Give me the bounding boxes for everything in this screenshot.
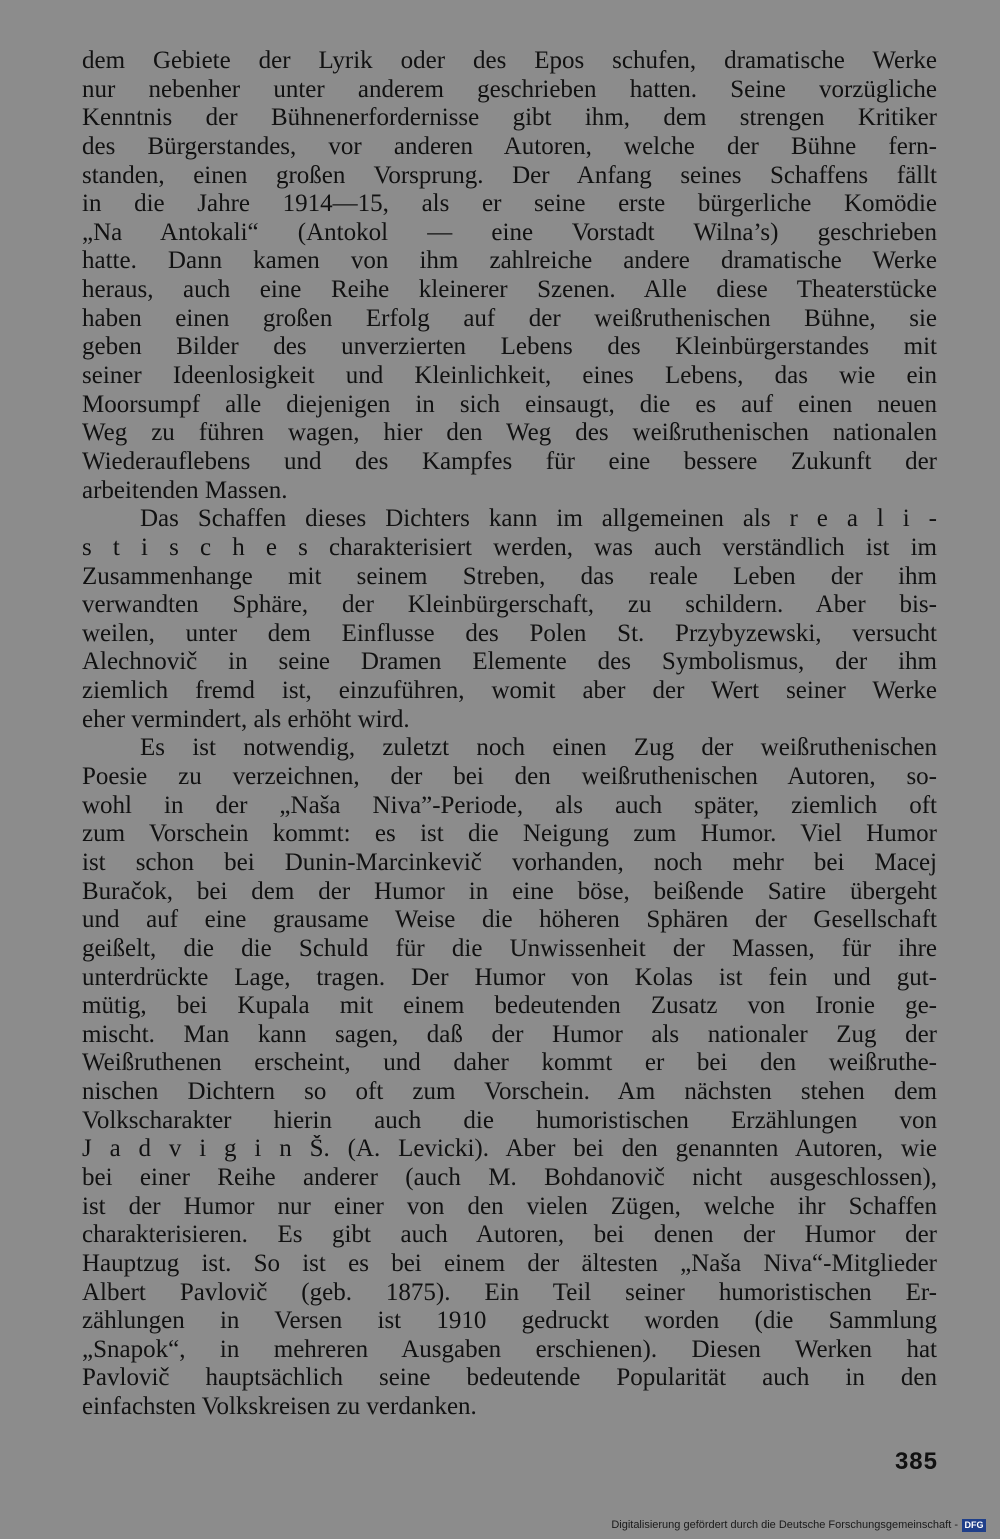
text-line: seiner Ideenlosigkeit und Kleinlichkeit, eines Lebens, das wie ein	[82, 362, 937, 390]
text-line: eher vermindert, als erhöht wird.	[82, 705, 410, 733]
text-line: mütig, bei Kupala mit einem bedeutenden Zusatz von Ironie ge-	[82, 992, 937, 1020]
page-number: 385	[894, 1448, 938, 1475]
book-page-text	[82, 47, 937, 1422]
dfg-logo-icon: DFG	[962, 1519, 986, 1532]
text-line: Poesie zu verzeichnen, der bei den weißruthenischen Autoren, so-	[82, 763, 937, 791]
text-line: zählungen in Versen ist 1910 gedruckt worden (die Sammlung	[82, 1307, 937, 1335]
text-line: Zusammenhange mit seinem Streben, das reale Leben der ihm	[82, 562, 937, 590]
text-line: ist der Humor nur einer von den vielen Zügen, welche ihr Schaffen	[82, 1192, 937, 1220]
text-line: Pavlovič hauptsächlich seine bedeutende Popularität auch in den	[82, 1364, 937, 1392]
text-line: „Snapok“, in mehreren Ausgaben erschienen). Diesen Werken hat	[82, 1335, 937, 1363]
text-line: charakterisieren. Es gibt auch Autoren, bei denen der Humor der	[82, 1221, 937, 1249]
text-line: geißelt, die die Schuld für die Unwissenheit der Massen, für ihre	[82, 934, 937, 962]
text-line: hatte. Dann kamen von ihm zahlreiche andere dramatische Werke	[82, 247, 937, 275]
text-line: s t i s c h e s charakterisiert werden, was auch verständlich ist im	[82, 533, 937, 561]
text-line: wohl in der „Naša Niva”-Periode, als auch später, ziemlich oft	[82, 791, 937, 819]
text-line: nur nebenher unter anderem geschrieben hatten. Seine vorzügliche	[82, 75, 937, 103]
text-line: und auf eine grausame Weise die höheren Sphären der Gesellschaft	[82, 906, 937, 934]
text-line: heraus, auch eine Reihe kleinerer Szenen. Alle diese Theaterstücke	[82, 276, 937, 304]
text-line: haben einen großen Erfolg auf der weißruthenischen Bühne, sie	[82, 304, 937, 332]
footer	[0, 1509, 1000, 1539]
text-line: Hauptzug ist. So ist es bei einem der ältesten „Naša Niva“-Mitglieder	[82, 1249, 937, 1277]
digitization-credit: Digitalisierung gefördert durch die Deutsche Forschungsgemeinschaft -	[611, 1519, 958, 1531]
text-line: in die Jahre 1914—15, als er seine erste bürgerliche Komödie	[82, 190, 937, 218]
text-line: Es ist notwendig, zuletzt noch einen Zug der weißruthenischen	[140, 734, 937, 762]
text-line: mischt. Man kann sagen, daß der Humor als nationaler Zug der	[82, 1020, 937, 1048]
text-line: weilen, unter dem Einflusse des Polen St. Przybyzewski, versucht	[82, 619, 937, 647]
text-line: dem Gebiete der Lyrik oder des Epos schufen, dramatische Werke	[82, 47, 937, 74]
text-line: standen, einen großen Vorsprung. Der Anfang seines Schaffens fällt	[82, 161, 937, 189]
text-line: ziemlich fremd ist, einzuführen, womit aber der Wert seiner Werke	[82, 677, 937, 705]
text-line: einfachsten Volkskreisen zu verdanken.	[82, 1393, 477, 1421]
text-line: zum Vorschein kommt: es ist die Neigung zum Humor. Viel Humor	[82, 820, 937, 848]
text-line: unterdrückte Lage, tragen. Der Humor von Kolas ist fein und gut-	[82, 963, 937, 991]
text-line: Weg zu führen wagen, hier den Weg des weißruthenischen nationalen	[82, 419, 937, 447]
text-line: Wiederauflebens und des Kampfes für eine bessere Zukunft der	[82, 447, 937, 475]
text-line: Albert Pavlovič (geb. 1875). Ein Teil seiner humoristischen Er-	[82, 1278, 937, 1306]
text-line: J a d v i g i n Š. (A. Levicki). Aber bei den genannten Autoren, wie	[82, 1135, 937, 1163]
text-line: Volkscharakter hierin auch die humoristischen Erzählungen von	[82, 1106, 937, 1134]
text-line: Das Schaffen dieses Dichters kann im allgemeinen als r e a l i -	[140, 505, 937, 533]
text-line: verwandten Sphäre, der Kleinbürgerschaft, zu schildern. Aber bis-	[82, 591, 937, 619]
text-line: geben Bilder des unverzierten Lebens des Kleinbürgerstandes mit	[82, 333, 937, 361]
text-line: bei einer Reihe anderer (auch M. Bohdanovič nicht ausgeschlossen),	[82, 1163, 937, 1191]
text-line: Kenntnis der Bühnenerfordernisse gibt ihm, dem strengen Kritiker	[82, 104, 937, 132]
text-line: Weißruthenen erscheint, und daher kommt er bei den weißruthe-	[82, 1049, 937, 1077]
text-line: nischen Dichtern so oft zum Vorschein. Am nächsten stehen dem	[82, 1078, 937, 1106]
text-line: „Na Antokali“ (Antokol — eine Vorstadt Wilna’s) geschrieben	[82, 218, 937, 246]
text-line: Alechnovič in seine Dramen Elemente des Symbolismus, der ihm	[82, 648, 937, 676]
text-line: Buračok, bei dem der Humor in eine böse, beißende Satire übergeht	[82, 877, 937, 905]
text-line: des Bürgerstandes, vor anderen Autoren, welche der Bühne fern-	[82, 132, 937, 160]
text-line: arbeitenden Massen.	[82, 476, 288, 504]
text-line: ist schon bei Dunin-Marcinkevič vorhanden, noch mehr bei Macej	[82, 848, 937, 876]
text-line: Moorsumpf alle diejenigen in sich einsaugt, die es auf einen neuen	[82, 390, 937, 418]
